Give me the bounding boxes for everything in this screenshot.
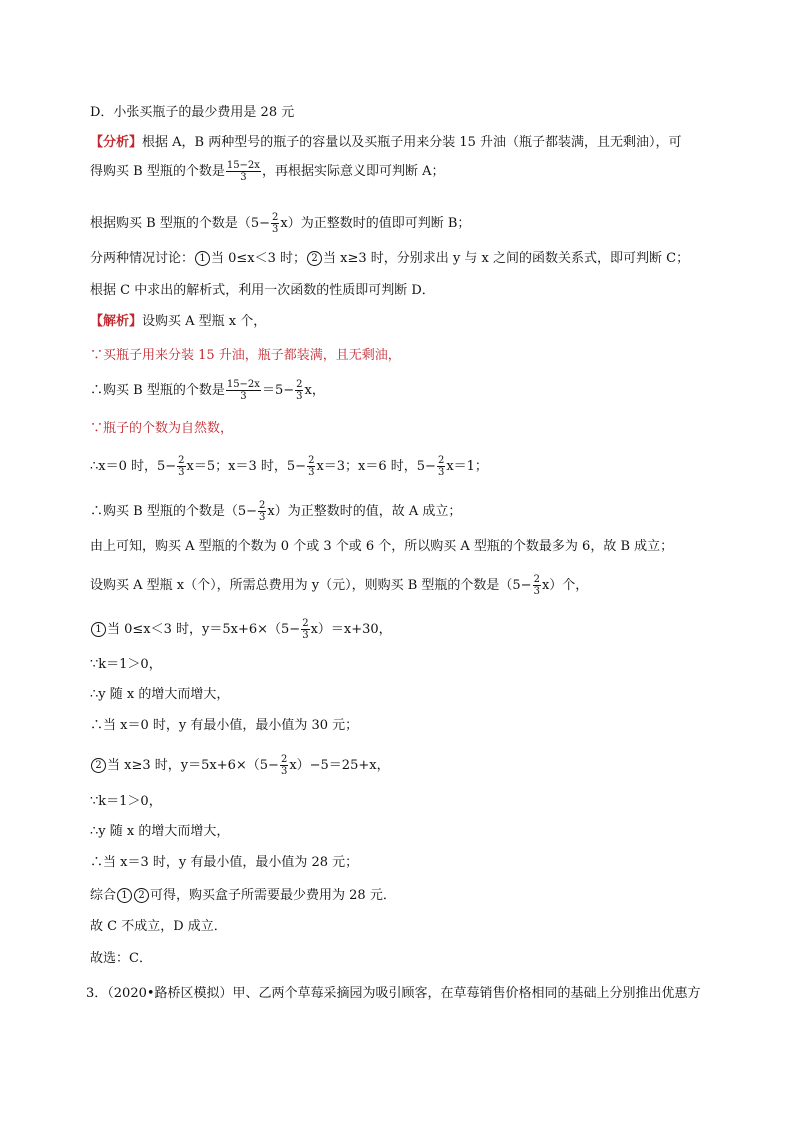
solution-line-12: ∴当 x＝0 时，y 有最小值，最小值为 30 元； <box>90 718 359 733</box>
solution-line-2: ∵买瓶子用来分装 15 升油，瓶子都装满，且无剩油， <box>90 348 401 363</box>
question-3-line: 3．（2020•路桥区模拟）甲、乙两个草莓采摘园为吸引顾客，在草莓销售价格相同的基础上分别推出优惠方 <box>86 986 701 1001</box>
solution-line-18: 故 C 不成立，D 成立． <box>90 919 227 934</box>
analysis-tag: 【分析】 <box>90 135 143 150</box>
fraction: $\frac{2}{3}$ <box>258 500 266 523</box>
circled-number: 1 <box>91 622 106 637</box>
fraction: $\frac{15-2x}{3}$ <box>226 379 260 402</box>
circled-number: 2 <box>134 888 149 903</box>
solution-line-3: ∴购买 B 型瓶的个数是 $\frac{15-2x}{3}$ ＝5− $\frac{2}{3}$ x， <box>90 379 325 402</box>
solution-line-6: ∴购买 B 型瓶的个数是（5− $\frac{2}{3}$ x）为正整数时的值，故 A 成立； <box>90 500 462 523</box>
solution-line-7: 由上可知，购买 A 型瓶的个数为 0 个或 3 个或 6 个，所以购买 A 型瓶的个数最多为 6，故 B 成立； <box>90 539 674 554</box>
circled-number: 1 <box>117 888 132 903</box>
solution-line-1: 【解析】设购买 A 型瓶 x 个， <box>90 314 267 329</box>
solution-line-10: ∵k＝1＞0， <box>90 657 162 672</box>
fraction: $\frac{2}{3}$ <box>302 618 309 641</box>
circled-number: 2 <box>307 251 322 266</box>
circled-number: 2 <box>91 758 106 773</box>
fraction: $\frac{2}{3}$ <box>437 455 445 478</box>
solution-line-4: ∵瓶子的个数为自然数， <box>90 421 234 436</box>
fraction: $\frac{2}{3}$ <box>280 754 288 777</box>
fraction: $\frac{2}{3}$ <box>308 455 315 478</box>
solution-line-15: ∴y 随 x 的增大而增大， <box>90 824 230 839</box>
solution-line-14: ∵k＝1＞0， <box>90 794 162 809</box>
analysis-line-2: 得购买 B 型瓶的个数是 $\frac{15-2x}{3}$ ，再根据实际意义即可判断 A； <box>90 160 445 183</box>
solution-line-17: 综合 1 2 可得，购买盒子所需要最少费用为 28 元． <box>90 888 396 903</box>
analysis-line-3: 根据购买 B 型瓶的个数是（5− $\frac{2}{3}$ x）为正整数时的值即可判断 B； <box>90 212 471 235</box>
circled-number: 1 <box>195 251 210 266</box>
solution-line-8: 设购买 A 型瓶 x（个），所需总费用为 y（元），则购买 B 型瓶的个数是（5− $\frac{2}{3}$ x）个， <box>90 574 589 597</box>
fraction: $\frac{2}{3}$ <box>296 379 303 402</box>
solution-line-9: 1 当 0≤x＜3 时，y＝5x+6×（5− $\frac{2}{3}$ x）＝x+30， <box>90 618 392 641</box>
analysis-line-1: 【分析】根据 A，B 两种型号的瓶子的容量以及买瓶子用来分装 15 升油（瓶子都装满，且无剩油），可 <box>90 135 682 150</box>
analysis-line-4: 分两种情况讨论： 1 当 0≤x＜3 时； 2 当 x≥3 时，分别求出 y 与 x 之间的函数关系式，即可判断 C； <box>90 251 690 266</box>
fraction: $\frac{2}{3}$ <box>271 212 279 235</box>
fraction: $\frac{15-2x}{3}$ <box>226 160 260 183</box>
solution-tag: 【解析】 <box>90 314 143 329</box>
fraction: $\frac{2}{3}$ <box>533 574 540 597</box>
solution-line-13: 2 当 x≥3 时，y＝5x+6×（5− $\frac{2}{3}$ x）−5＝25+x， <box>90 754 390 777</box>
option-d: D．小张买瓶子的最少费用是 28 元 <box>90 105 295 120</box>
analysis-line-5: 根据 C 中求出的解析式，利用一次函数的性质即可判断 D． <box>90 283 435 298</box>
solution-line-11: ∴y 随 x 的增大而增大， <box>90 687 230 702</box>
solution-line-5: ∴x＝0 时，5− $\frac{2}{3}$ x＝5；x＝3 时，5− $\frac{2}{3}$ x＝3；x＝6 时，5− $\frac{2}{3}$ x＝1； <box>90 455 488 478</box>
fraction: $\frac{2}{3}$ <box>178 455 185 478</box>
answer-line: 故选：C． <box>90 951 152 966</box>
solution-line-16: ∴当 x＝3 时，y 有最小值，最小值为 28 元； <box>90 855 359 870</box>
